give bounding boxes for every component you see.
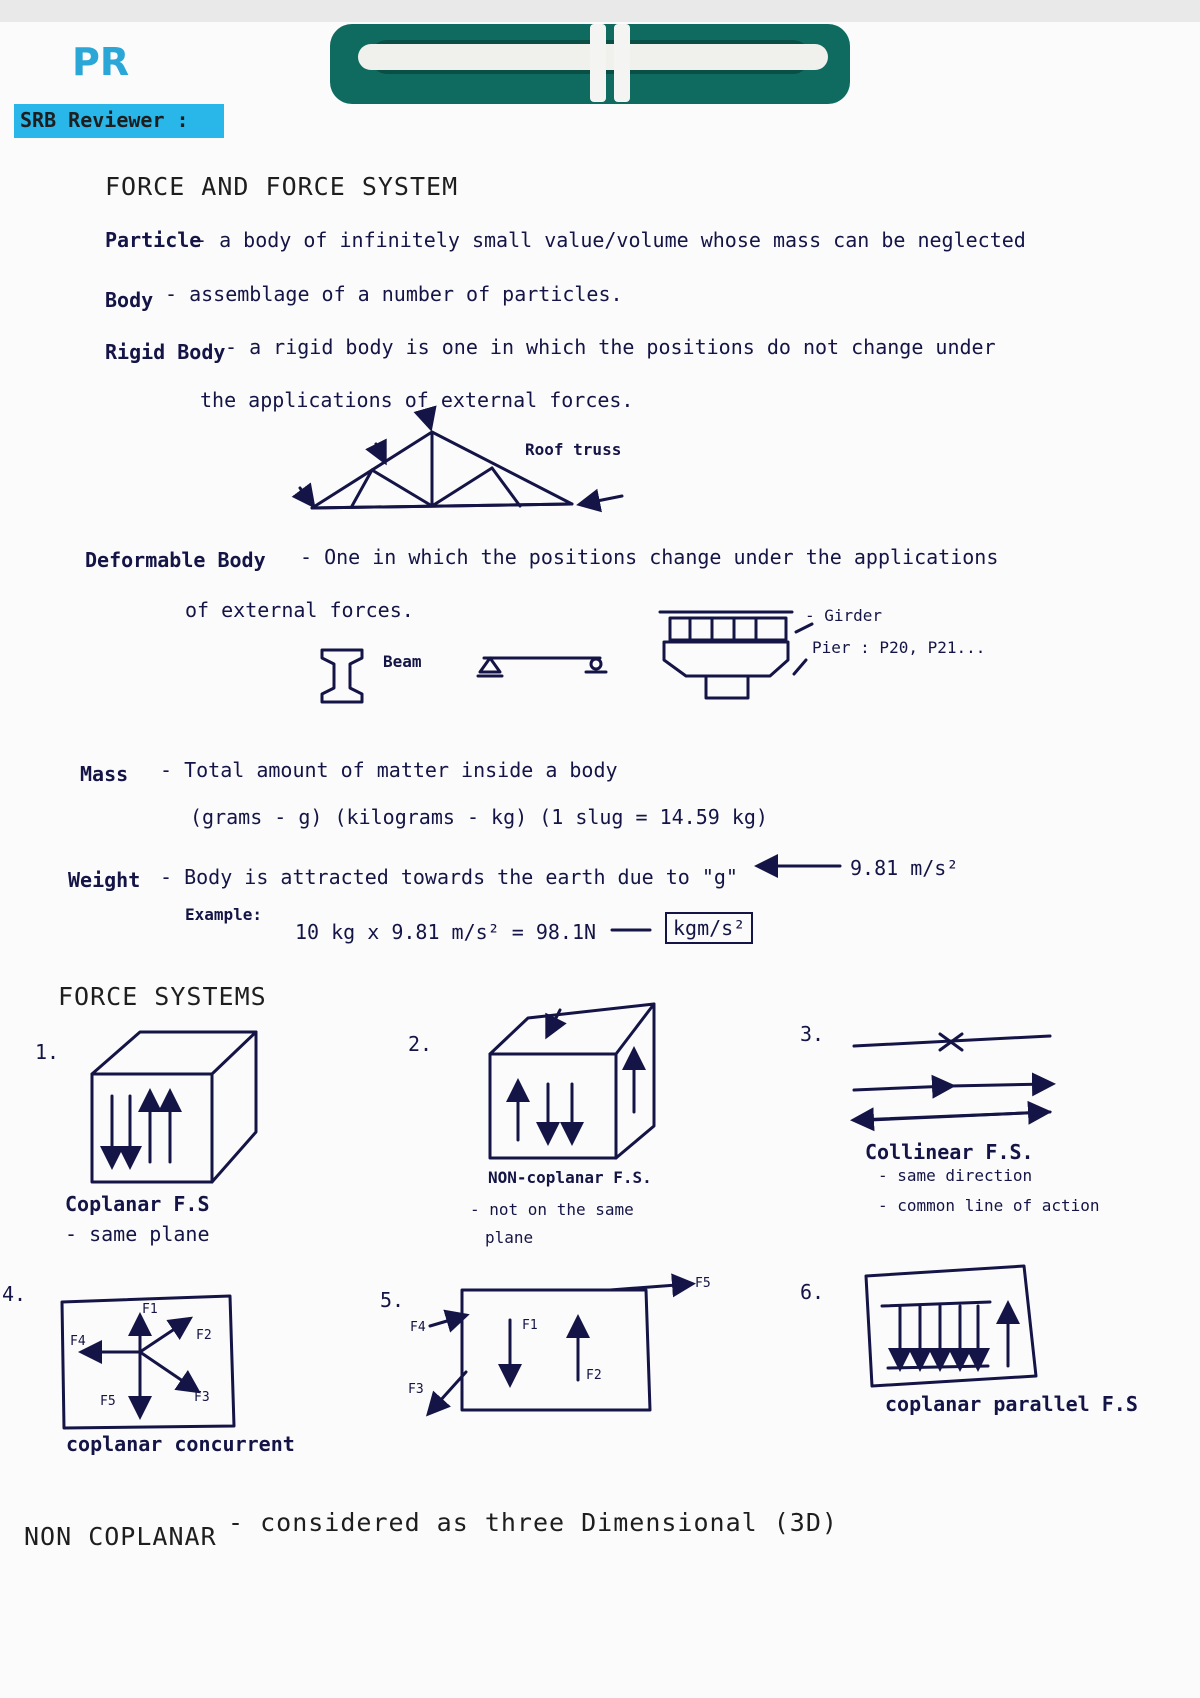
item-5-f5: F5 — [695, 1276, 711, 1291]
roof-truss-label: Roof truss — [525, 440, 622, 459]
example-label: Example: — [185, 905, 263, 924]
girder-pier-diagram — [660, 612, 812, 698]
coplanar-nonconcurrent-diagram — [430, 1284, 690, 1412]
coplanar-description: - same plane — [65, 1222, 210, 1246]
non-coplanar-description: - not on the same — [470, 1200, 634, 1219]
roof-truss-diagram — [300, 412, 622, 508]
coplanar-name: Coplanar F.S — [65, 1192, 210, 1216]
item-4-f2: F2 — [196, 1328, 212, 1343]
non-coplanar-definition: - considered as three Dimensional (3D) — [228, 1508, 838, 1537]
mass-term: Mass — [80, 762, 129, 786]
mass-definition: - Total amount of matter inside a body — [160, 758, 618, 782]
mass-units: (grams - g) (kilograms - kg) (1 slug = 14.59 kg) — [190, 805, 768, 829]
non-coplanar-description-cont: plane — [485, 1228, 534, 1247]
non-coplanar-cube-diagram — [490, 1004, 654, 1158]
coplanar-concurrent-name: coplanar concurrent — [66, 1432, 295, 1456]
example-calculation: 10 kg x 9.81 m/s² = 98.1N — [295, 920, 597, 944]
beam-diagram — [478, 658, 606, 676]
item-1-number: 1. — [35, 1040, 60, 1064]
coplanar-parallel-diagram — [866, 1266, 1036, 1386]
beam-label: Beam — [383, 652, 422, 671]
rigid-body-definition-cont: the applications of external forces. — [200, 388, 634, 412]
rigid-body-definition: - a rigid body is one in which the positions do not change under — [225, 335, 996, 359]
example-unit-box: kgm/s² — [665, 912, 753, 944]
item-4-f5: F5 — [100, 1394, 116, 1409]
item-4-number: 4. — [2, 1282, 27, 1306]
section-title-force-systems: FORCE SYSTEMS — [58, 982, 267, 1011]
pier-label: Pier : P20, P21... — [812, 638, 986, 657]
item-5-f3: F3 — [408, 1382, 424, 1397]
collinear-description-2: - common line of action — [878, 1196, 1100, 1215]
beam-section-icon — [322, 650, 362, 702]
section-title-force: FORCE AND FORCE SYSTEM — [105, 172, 459, 201]
body-definition: - assemblage of a number of particles. — [165, 282, 623, 306]
collinear-description-1: - same direction — [878, 1166, 1033, 1185]
item-3-number: 3. — [800, 1022, 825, 1046]
item-4-f3: F3 — [194, 1390, 210, 1405]
rigid-body-term: Rigid Body — [105, 340, 226, 364]
weight-term: Weight — [68, 868, 141, 892]
item-5-f4: F4 — [410, 1320, 426, 1335]
item-5-number: 5. — [380, 1288, 405, 1312]
non-coplanar-name: NON-coplanar F.S. — [488, 1168, 652, 1187]
weight-definition: - Body is attracted towards the earth due to "g" — [160, 865, 738, 889]
item-2-number: 2. — [408, 1032, 433, 1056]
collinear-name: Collinear F.S. — [865, 1140, 1034, 1164]
item-4-f1: F1 — [142, 1302, 158, 1317]
coplanar-concurrent-diagram — [62, 1296, 234, 1428]
item-6-number: 6. — [800, 1280, 825, 1304]
deformable-body-definition-cont: of external forces. — [185, 598, 414, 622]
g-value: 9.81 m/s² — [850, 856, 959, 880]
item-5-f2: F2 — [586, 1368, 602, 1383]
deformable-body-term: Deformable Body — [85, 548, 266, 572]
collinear-lines-diagram — [854, 1034, 1050, 1120]
coplanar-cube-diagram — [92, 1032, 256, 1182]
item-4-f4: F4 — [70, 1334, 86, 1349]
coplanar-parallel-name: coplanar parallel F.S — [885, 1392, 1138, 1416]
body-term: Body — [105, 288, 154, 312]
non-coplanar-term: NON COPLANAR — [24, 1522, 217, 1551]
item-5-f1: F1 — [522, 1318, 538, 1333]
initials: PR — [72, 40, 130, 84]
particle-definition: - a body of infinitely small value/volume whose mass can be neglected — [195, 228, 1026, 252]
reviewer-tag: SRB Reviewer : — [20, 108, 189, 132]
deformable-body-definition: - One in which the positions change under the applications — [300, 545, 999, 569]
girder-label: - Girder — [805, 606, 883, 625]
particle-term: Particle — [105, 228, 202, 252]
